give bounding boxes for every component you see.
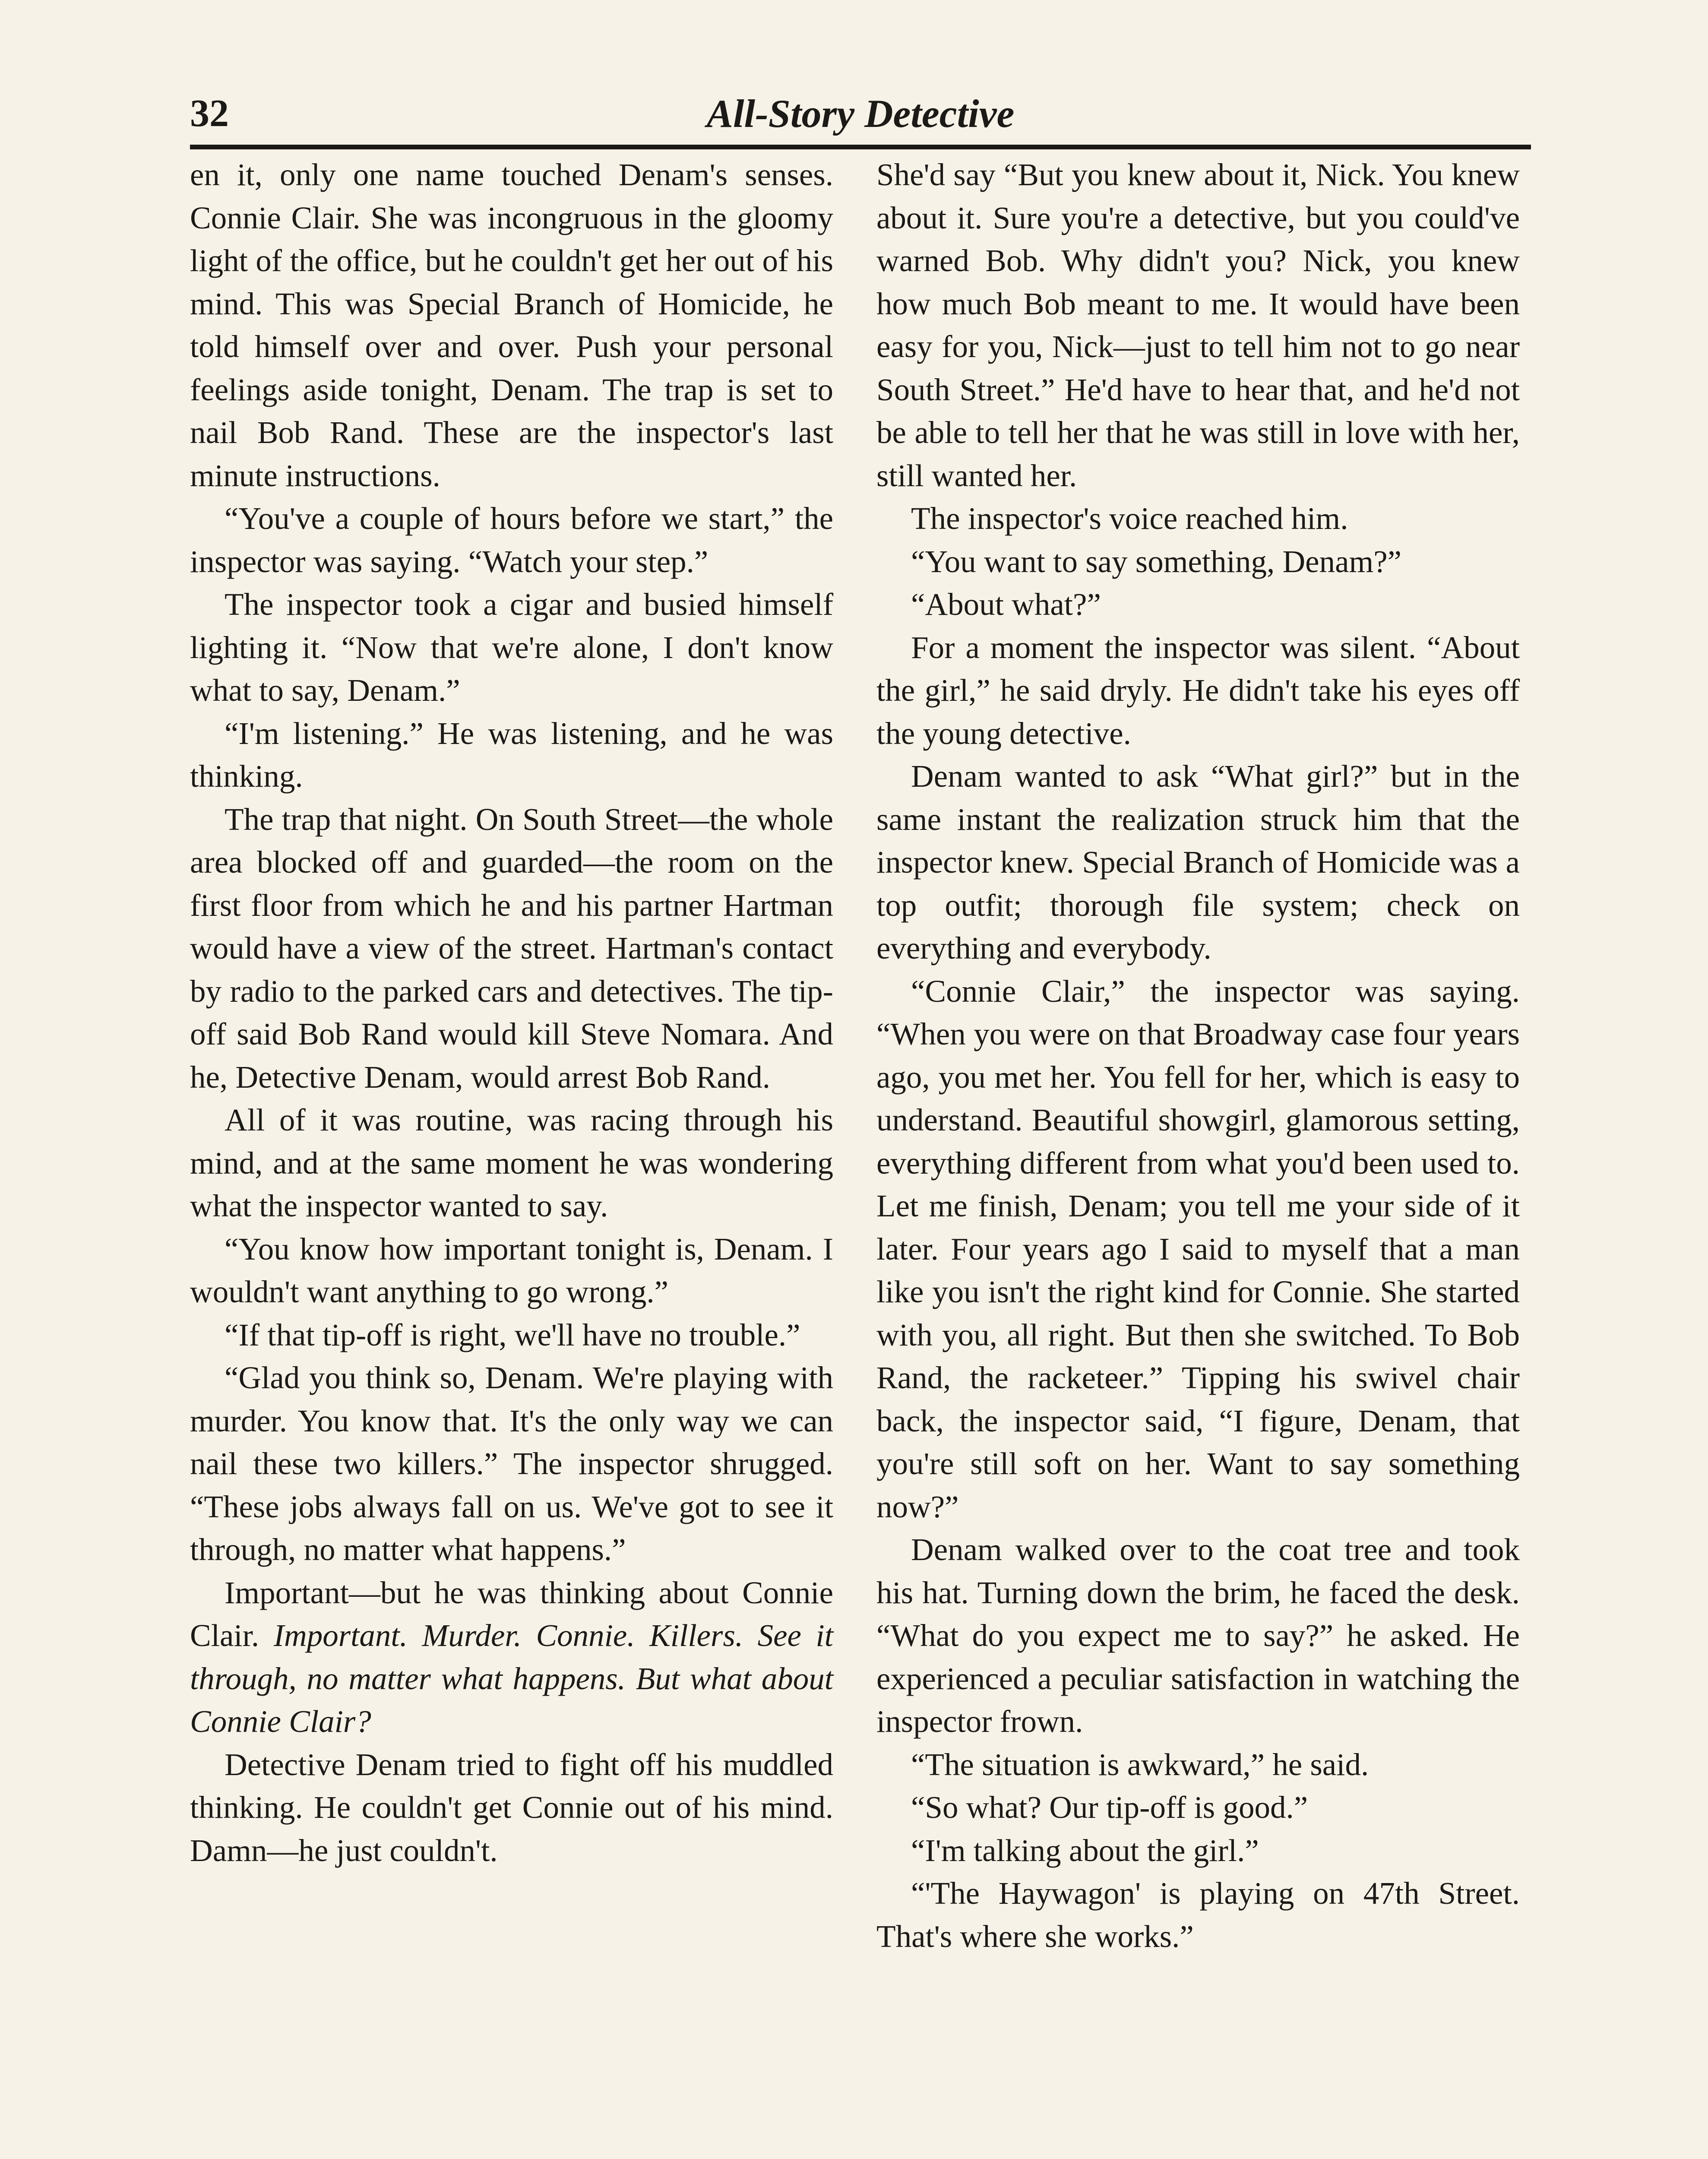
left-text-column xyxy=(190,153,833,1872)
paragraph: “The situation is awkward,” he said. xyxy=(911,1747,1369,1782)
page-number: 32 xyxy=(190,92,229,135)
paragraph: Detective Denam tried to fight off his muddled thinking. He couldn't get Connie out of his mind. Damn—he just couldn't. xyxy=(190,1747,833,1868)
paragraph: “Glad you think so, Denam. We're playing with murder. You know that. It's the only way we can nail these two killers.” The inspector shrugged. “These jobs always fall on us. We've got to see it through, no matter what happens.” xyxy=(190,1360,833,1567)
paragraph: “'The Haywagon' is playing on 47th Street. That's where she works.” xyxy=(876,1876,1520,1954)
paragraph: All of it was routine, was racing through his mind, and at the same moment he was wondering what the inspector wanted to say. xyxy=(190,1102,833,1223)
paragraph: For a moment the inspector was silent. “About the girl,” he said dryly. He didn't take his eyes off the young detective. xyxy=(876,630,1520,751)
paragraph: “So what? Our tip-off is good.” xyxy=(911,1790,1308,1825)
paragraph: “You want to say something, Denam?” xyxy=(911,544,1402,579)
paragraph-text: Important—but he was thinking about Connie Clair. xyxy=(190,1575,833,1653)
paragraph: Denam walked over to the coat tree and took his hat. Turning down the brim, he faced the desk. “What do you expect me to say?” he asked. He experienced a peculiar satisfaction in watching the inspector frown. xyxy=(876,1532,1520,1739)
paragraph: The inspector's voice reached him. xyxy=(911,501,1348,536)
paragraph: “You've a couple of hours before we start,” the inspector was saying. “Watch your step.” xyxy=(190,501,833,579)
paragraph: en it, only one name touched Denam's senses. Connie Clair. She was incongruous in the gloomy light of the office, but he couldn't get her out of his mind. This was Special Branch of Homicide, he told himself over and over. Push your personal feelings aside tonight, Denam. The trap is set to nail Bob Rand. These are the inspector's last minute instructions. xyxy=(190,157,833,493)
page-header xyxy=(190,89,1531,149)
right-text-column xyxy=(876,153,1520,1958)
paragraph: “I'm talking about the girl.” xyxy=(911,1833,1259,1868)
paragraph: The inspector took a cigar and busied himself lighting it. “Now that we're alone, I don't know what to say, Denam.” xyxy=(190,587,833,708)
paragraph xyxy=(190,1571,833,1743)
paragraph: She'd say “But you knew about it, Nick. You knew about it. Sure you're a detective, but you could've warned Bob. Why didn't you? Nick, you knew how much Bob meant to me. It would have been easy for you, Nick—just to tell him not to go near South Street.” He'd have to hear that, and he'd not be able to tell her that he was still in love with her, still wanted her. xyxy=(876,157,1520,493)
paragraph: “Connie Clair,” the inspector was saying. “When you were on that Broadway case four years ago, you met her. You fell for her, which is easy to understand. Beautiful showgirl, glamorous setting, everything different from what you'd been used to. Let me finish, Denam; you tell me your side of it later. Four years ago I said to myself that a man like you isn't the right kind for Connie. She started with you, all right. But then she switched. To Bob Rand, the racketeer.” Tipping his swivel chair back, the inspector said, “I figure, Denam, that you're still soft on her. Want to say something now?” xyxy=(876,973,1520,1524)
italic-thought-text: Important. Murder. Connie. Killers. See it through, no matter what happens. But what about Connie Clair? xyxy=(190,1618,833,1739)
paragraph: “If that tip-off is right, we'll have no trouble.” xyxy=(225,1317,800,1352)
magazine-title: All-Story Detective xyxy=(706,92,1015,136)
paragraph: “About what?” xyxy=(911,587,1101,622)
paragraph: “You know how important tonight is, Denam. I wouldn't want anything to go wrong.” xyxy=(190,1231,833,1309)
paragraph: Denam wanted to ask “What girl?” but in the same instant the realization struck him that the inspector knew. Special Branch of Homicide was a top outfit; thorough file system; check on everything and everybody. xyxy=(876,759,1520,966)
paragraph: The trap that night. On South Street—the whole area blocked off and guarded—the room on the first floor from which he and his partner Hartman would have a view of the street. Hartman's contact by radio to the parked cars and detectives. The tip-off said Bob Rand would kill Steve Nomara. And he, Detective Denam, would arrest Bob Rand. xyxy=(190,801,833,1095)
paragraph: “I'm listening.” He was listening, and he was thinking. xyxy=(190,715,833,794)
